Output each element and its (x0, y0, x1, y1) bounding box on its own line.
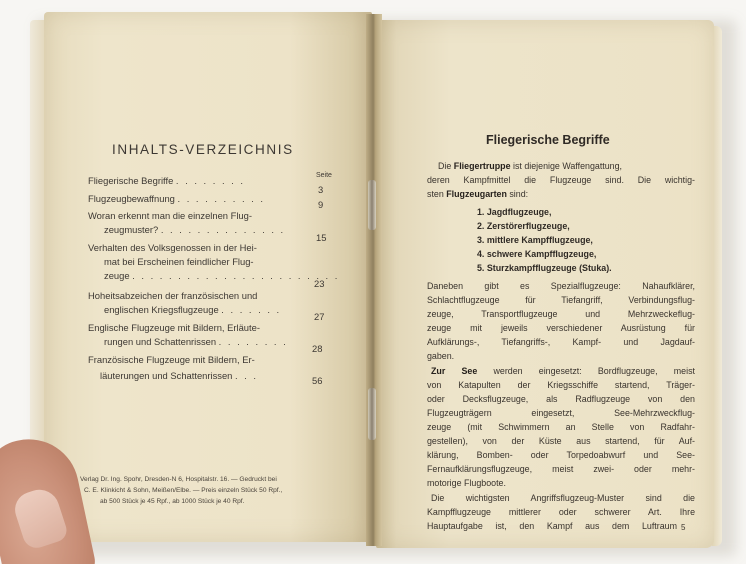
para3-line-1: Zur See werden eingesetzt: Bordflugzeuge, meist (431, 366, 695, 376)
para2-line-5: Aufklärungs-, Tiefangriffs-, Kampf- und Jagdauf- (427, 337, 695, 347)
page-title: Fliegerische Begriffe (486, 133, 610, 147)
toc-page-2: 9 (318, 199, 324, 210)
para3-line-6: gestellen), von der Küste aus startend, für Auf- (427, 436, 695, 446)
para3-line-8: Fernaufklärungsflugzeuge, meist zwei- oder mehr- (427, 464, 695, 474)
staple-bottom (368, 388, 376, 440)
imprint-line-3: ab 500 Stück je 45 Rpf., ab 1000 Stück je 40 Rpf. (100, 498, 245, 505)
toc-entry-4-line-3: zeuge . . . . . . . . . . . . . . . . . . . . . . . (104, 270, 340, 281)
imprint-line-1: Verlag Dr. Ing. Spohr, Dresden-N 6, Hospitalstr. 16. — Gedruckt bei (80, 476, 277, 483)
para3-line-7: klärung, Bomben- oder Torpedoabwurf und See- (427, 450, 695, 460)
para3-line-5: zeuge (mit Schwimmern an Stelle von Radfahr- (427, 422, 695, 432)
toc-title: INHALTS-VERZEICHNIS (112, 142, 294, 157)
toc-entry-7-line-1: Französische Flugzeuge mit Bildern, Er- (88, 354, 255, 365)
toc-page-7: 56 (312, 375, 323, 386)
para3-line-9: motorige Flugboote. (427, 478, 506, 488)
toc-entry-7-line-2: läuterungen und Schattenrissen . . . (100, 370, 259, 381)
toc-entry-1: Fliegerische Begriffe . . . . . . . . (88, 175, 245, 186)
list-item-3: 3. mittlere Kampfflugzeuge, (477, 235, 593, 245)
toc-entry-5-line-2: englischen Kriegsflugzeuge . . . . . . . (104, 304, 282, 315)
seite-label: Seite (316, 172, 332, 179)
imprint-line-2: C. E. Klinkicht & Sohn, Meißen/Elbe. — Preis einzeln Stück 50 Rpf., (84, 487, 283, 494)
intro-line-3: sten Flugzeugarten sind: (427, 189, 529, 199)
toc-page-1: 3 (318, 184, 324, 195)
list-item-5: 5. Sturzkampfflugzeuge (Stuka). (477, 263, 612, 273)
staple-top (368, 180, 376, 230)
toc-page-3: 15 (316, 232, 327, 243)
para4-line-3: Hauptaufgabe ist, den Kampf aus dem Luftraum (427, 521, 677, 531)
para2-line-4: zeuge mit jeweils verschiedener Ausrüstung für (427, 323, 695, 333)
list-item-1: 1. Jagdflugzeuge, (477, 207, 552, 217)
para3-line-2: von Katapulten der Kriegsschiffe startend, Träger- (427, 380, 695, 390)
toc-entry-5-line-1: Hoheitsabzeichen der französischen und (88, 290, 258, 301)
page-number: 5 (681, 523, 686, 532)
toc-entry-3-line-1: Woran erkennt man die einzelnen Flug- (88, 210, 252, 221)
toc-page-5: 27 (314, 311, 325, 322)
para4-line-2: Kampfflugzeuge mittlerer oder schwerer Art. Ihre (427, 507, 695, 517)
para2-line-1: Daneben gibt es Spezialflugzeuge: Nahaufklärer, (427, 281, 695, 291)
book-gutter (366, 14, 382, 546)
para4-line-1: Die wichtigsten Angriffsflugzeug-Muster sind die (431, 493, 695, 503)
toc-entry-2: Flugzeugbewaffnung . . . . . . . . . . (88, 193, 265, 204)
toc-entry-6-line-1: Englische Flugzeuge mit Bildern, Erläute- (88, 322, 260, 333)
list-item-4: 4. schwere Kampfflugzeuge, (477, 249, 597, 259)
toc-page-6: 28 (312, 343, 323, 354)
list-item-2: 2. Zerstörerflugzeuge, (477, 221, 570, 231)
toc-entry-4-line-2: mat bei Erscheinen feindlicher Flug- (104, 256, 254, 267)
intro-line-2: deren Kampfmittel die Flugzeuge sind. Die wichtig- (427, 175, 695, 185)
toc-page-4: 23 (314, 278, 325, 289)
para2-line-3: zeuge, Transportflugzeuge und Mehrzweckeflug- (427, 309, 695, 319)
para3-line-4: Flugzeugträgern eingesetzt, See-Mehrzweckflug- (427, 408, 695, 418)
para2-line-6: gaben. (427, 351, 455, 361)
para3-line-3: oder Decksflugzeuge, als Radflugzeuge von den (427, 394, 695, 404)
toc-entry-6-line-2: rungen und Schattenrissen . . . . . . . . (104, 336, 288, 347)
toc-entry-4-line-1: Verhalten des Volksgenossen in der Hei- (88, 242, 257, 253)
intro-line-1: Die Fliegertruppe ist diejenige Waffengattung, (438, 161, 623, 171)
toc-entry-3-line-2: zeugmuster? . . . . . . . . . . . . . . (104, 224, 286, 235)
para2-line-2: Schlachtflugzeuge für Tiefangriff, Verbindungsflug- (427, 295, 695, 305)
